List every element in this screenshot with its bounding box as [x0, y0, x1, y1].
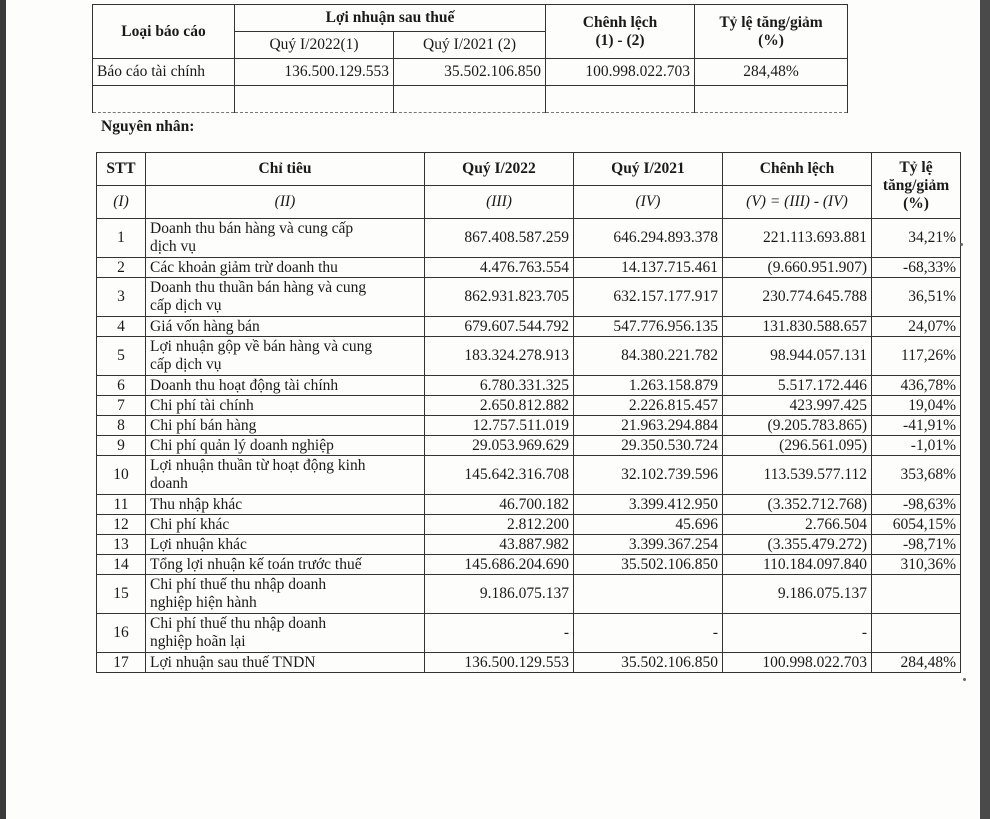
cell-stt: 16: [97, 614, 146, 653]
reasons-table: [96, 152, 961, 673]
cell-name: Tổng lợi nhuận kế toán trước thuế: [146, 555, 425, 575]
cell-diff: 100.998.022.703: [723, 653, 872, 673]
cell-q2022: 862.931.823.705: [425, 278, 574, 317]
cell-q2021: 3.399.412.950: [574, 495, 723, 515]
page-edge: [980, 0, 990, 819]
cell-diff: (9.205.783.865): [723, 416, 872, 436]
cell-q2021: 84.380.221.782: [574, 337, 723, 376]
cell-stt: 4: [97, 317, 146, 337]
cell-name: Thu nhập khác: [146, 495, 425, 515]
margin-dot: [960, 243, 963, 246]
table-row: [97, 456, 961, 495]
cell-diff: 423.997.425: [723, 396, 872, 416]
cell-name: Lợi nhuận sau thuế TNDN: [146, 653, 425, 673]
cell-stt: 3: [97, 278, 146, 317]
cell-q2022: 867.408.587.259: [425, 219, 574, 258]
cell-pct: 24,07%: [872, 317, 961, 337]
cell-q2021: 29.350.530.724: [574, 436, 723, 456]
cell-q2021: 45.696: [574, 515, 723, 535]
cell-q2021: 547.776.956.135: [574, 317, 723, 337]
cell-stt: 9: [97, 436, 146, 456]
table-row: [97, 575, 961, 614]
cell-name: Doanh thu bán hàng và cung cấp dịch vụ: [146, 219, 425, 258]
cell-stt: 2: [97, 258, 146, 278]
cell-name: Chi phí khác: [146, 515, 425, 535]
cell-q2022: 679.607.544.792: [425, 317, 574, 337]
cell-q2021: [574, 575, 723, 614]
cell-stt: 15: [97, 575, 146, 614]
cell-stt: 11: [97, 495, 146, 515]
cell-pct: [872, 614, 961, 653]
cell-pct: 6054,15%: [872, 515, 961, 535]
cell-pct: 353,68%: [872, 456, 961, 495]
cell-q2021: 35.502.106.850: [574, 653, 723, 673]
cell-name: Lợi nhuận khác: [146, 535, 425, 555]
code-stt: (I): [97, 186, 146, 219]
cell-q2022: 183.324.278.913: [425, 337, 574, 376]
col-q2021: Quý I/2021 (2): [394, 32, 546, 59]
table-row: [97, 436, 961, 456]
hdr-stt: STT: [97, 153, 146, 186]
cell-q2022: -: [425, 614, 574, 653]
cell-pct: 284,48%: [695, 59, 848, 86]
hdr-name: Chỉ tiêu: [146, 153, 425, 186]
cell-name: Chi phí quản lý doanh nghiệp: [146, 436, 425, 456]
cell-stt: 13: [97, 535, 146, 555]
cell-q2022: 9.186.075.137: [425, 575, 574, 614]
cell-q2022: 2.650.812.882: [425, 396, 574, 416]
cell-q2022: 4.476.763.554: [425, 258, 574, 278]
cell-pct: -41,91%: [872, 416, 961, 436]
cell-q2022: 145.686.204.690: [425, 555, 574, 575]
cell-pct: [872, 575, 961, 614]
cell-diff: (3.352.712.768): [723, 495, 872, 515]
cell-diff: 230.774.645.788: [723, 278, 872, 317]
col-difference: Chênh lệch (1) - (2): [546, 5, 695, 59]
cell-stt: 12: [97, 515, 146, 535]
hdr-diff: Chênh lệch: [723, 153, 872, 186]
table-row: [97, 535, 961, 555]
cell-q2022: 136.500.129.553: [235, 59, 394, 86]
cell-stt: 6: [97, 376, 146, 396]
table-row: [97, 396, 961, 416]
cell-pct: 117,26%: [872, 337, 961, 376]
summary-table: [92, 4, 848, 113]
cell-q2022: 43.887.982: [425, 535, 574, 555]
cell-q2022: 46.700.182: [425, 495, 574, 515]
table-row: [97, 337, 961, 376]
cell-name: Chi phí bán hàng: [146, 416, 425, 436]
code-diff: (V) = (III) - (IV): [723, 186, 872, 219]
cell-q2021: 35.502.106.850: [394, 59, 546, 86]
cell-stt: 10: [97, 456, 146, 495]
cell-diff: 110.184.097.840: [723, 555, 872, 575]
cell-name: Lợi nhuận gộp về bán hàng và cung cấp dịch vụ: [146, 337, 425, 376]
cell-q2022: 145.642.316.708: [425, 456, 574, 495]
cell-stt: 17: [97, 653, 146, 673]
cell-q2021: 32.102.739.596: [574, 456, 723, 495]
hdr-pct: Tỷ lệ tăng/giảm (%): [872, 153, 961, 219]
summary-row: [93, 59, 848, 86]
cell-q2021: 632.157.177.917: [574, 278, 723, 317]
cell-pct: 436,78%: [872, 376, 961, 396]
cell-q2021: 3.399.367.254: [574, 535, 723, 555]
cell-pct: 284,48%: [872, 653, 961, 673]
cell-name: Doanh thu thuần bán hàng và cung cấp dịch vụ: [146, 278, 425, 317]
cell-pct: 310,36%: [872, 555, 961, 575]
cell-pct: -68,33%: [872, 258, 961, 278]
cell-q2022: 12.757.511.019: [425, 416, 574, 436]
cell-diff: (3.355.479.272): [723, 535, 872, 555]
cell-name: Các khoản giảm trừ doanh thu: [146, 258, 425, 278]
cell-pct: 19,04%: [872, 396, 961, 416]
col-q2022: Quý I/2022(1): [235, 32, 394, 59]
cell-q2021: 2.226.815.457: [574, 396, 723, 416]
summary-empty-row: [93, 86, 848, 113]
cell-pct: 36,51%: [872, 278, 961, 317]
table-row: [97, 416, 961, 436]
table-row: [97, 219, 961, 258]
cell-name: Giá vốn hàng bán: [146, 317, 425, 337]
cell-q2022: 29.053.969.629: [425, 436, 574, 456]
cell-diff: 113.539.577.112: [723, 456, 872, 495]
cell-q2021: -: [574, 614, 723, 653]
col-profit-after-tax: Lợi nhuận sau thuế: [235, 5, 546, 32]
table-row: [97, 495, 961, 515]
col-change-pct: Tỷ lệ tăng/giảm (%): [695, 5, 848, 59]
reasons-label: Nguyên nhân:: [101, 118, 195, 135]
cell-pct: 34,21%: [872, 219, 961, 258]
cell-pct: -98,71%: [872, 535, 961, 555]
cell-q2021: 646.294.893.378: [574, 219, 723, 258]
cell-q2021: 1.263.158.879: [574, 376, 723, 396]
table-row: [97, 653, 961, 673]
cell-name: Chi phí thuế thu nhập doanh nghiệp hiện hành: [146, 575, 425, 614]
cell-diff: 221.113.693.881: [723, 219, 872, 258]
cell-diff: (296.561.095): [723, 436, 872, 456]
code-q2022: (III): [425, 186, 574, 219]
cell-name: Chi phí tài chính: [146, 396, 425, 416]
code-name: (II): [146, 186, 425, 219]
cell-q2021: 35.502.106.850: [574, 555, 723, 575]
cell-q2021: 21.963.294.884: [574, 416, 723, 436]
cell-stt: 1: [97, 219, 146, 258]
cell-diff: 100.998.022.703: [546, 59, 695, 86]
cell-q2022: 136.500.129.553: [425, 653, 574, 673]
cell-stt: 7: [97, 396, 146, 416]
cell-q2022: 6.780.331.325: [425, 376, 574, 396]
code-q2021: (IV): [574, 186, 723, 219]
cell-name: Lợi nhuận thuần từ hoạt động kinh doanh: [146, 456, 425, 495]
cell-diff: 9.186.075.137: [723, 575, 872, 614]
table-row: [97, 555, 961, 575]
cell-stt: 14: [97, 555, 146, 575]
table-row: [97, 278, 961, 317]
cell-pct: -1,01%: [872, 436, 961, 456]
cell-name: Doanh thu hoạt động tài chính: [146, 376, 425, 396]
cell-pct: -98,63%: [872, 495, 961, 515]
hdr-q2022: Quý I/2022: [425, 153, 574, 186]
cell-diff: 2.766.504: [723, 515, 872, 535]
cell-stt: 5: [97, 337, 146, 376]
table-row: [97, 515, 961, 535]
table-row: [97, 317, 961, 337]
cell-q2022: 2.812.200: [425, 515, 574, 535]
cell-diff: 98.944.057.131: [723, 337, 872, 376]
table-row: [97, 258, 961, 278]
table-row: [97, 614, 961, 653]
col-report-type: Loại báo cáo: [93, 5, 235, 59]
hdr-q2021: Quý I/2021: [574, 153, 723, 186]
cell-q2021: 14.137.715.461: [574, 258, 723, 278]
cell-type: Báo cáo tài chính: [93, 59, 235, 86]
cell-name: Chi phí thuế thu nhập doanh nghiệp hoãn lại: [146, 614, 425, 653]
cell-diff: (9.660.951.907): [723, 258, 872, 278]
cell-diff: -: [723, 614, 872, 653]
cell-diff: 5.517.172.446: [723, 376, 872, 396]
cell-stt: 8: [97, 416, 146, 436]
margin-dot: [963, 678, 966, 681]
table-row: [97, 376, 961, 396]
cell-diff: 131.830.588.657: [723, 317, 872, 337]
